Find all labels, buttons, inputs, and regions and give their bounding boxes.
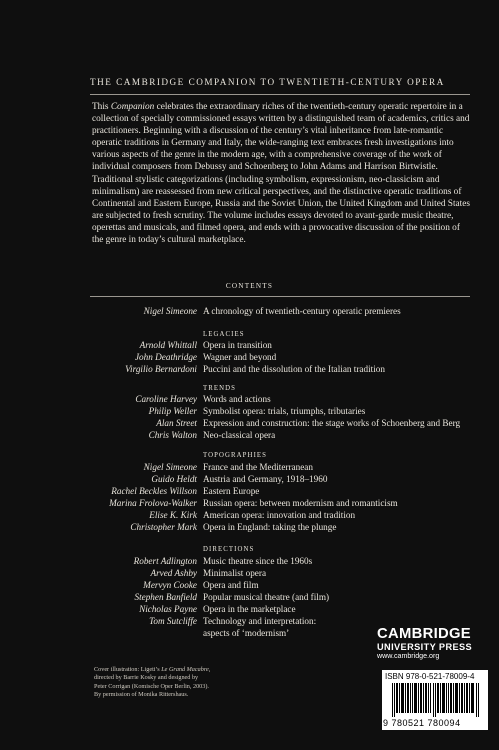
toc-author: Nigel Simeone xyxy=(143,306,197,316)
publisher-sub: UNIVERSITY PRESS xyxy=(377,642,473,652)
publisher-logo xyxy=(377,627,481,661)
toc-row xyxy=(0,306,499,318)
section-heading-directions: DIRECTIONS xyxy=(203,546,255,553)
section-heading-topographies: TOPOGRAPHIES xyxy=(203,452,268,459)
toc-chapter: Puccini and the dissolution of the Italian tradition xyxy=(203,364,385,374)
toc-chapter: American opera: innovation and tradition xyxy=(203,510,356,520)
toc-author: Nicholas Payne xyxy=(139,604,197,614)
toc-author: Rachel Beckles Willson xyxy=(111,486,197,496)
toc-row xyxy=(0,592,499,604)
barcode-icon xyxy=(392,683,480,717)
toc-chapter: Eastern Europe xyxy=(203,486,260,496)
toc-row xyxy=(0,568,499,580)
blurb-paragraph: This Companion celebrates the extraordinary riches of the twentieth-century operatic repertoire in a collection of specially commissioned essays written by a distinguished team of academics, critics and practitioners. Beginning with a discussion of the century’s vital inheritance from late-romantic operatic traditions in Germany and Italy, the wide-ranging text embraces fresh investigations into various aspects of the genre in the modern age, with a comprehensive coverage of the work of individual composers from Debussy and Schoenberg to John Adams and Harrison Birtwistle. Traditional stylistic categorizations (including symbolism, expressionism, neo-classicism and minimalism) are reassessed from new critical perspectives, and the distinctive operatic traditions of Continental and Eastern Europe, Russia and the Soviet Union, the United Kingdom and United States are subjected to fresh scrutiny. The volume includes essays devoted to avant-garde music theatre, operettas and musicals, and filmed opera, and ends with a provocative discussion of the position of the genre in today’s cultural marketplace. xyxy=(92,102,471,246)
publisher-url: www.cambridge.org xyxy=(377,652,440,660)
toc-row xyxy=(0,462,499,474)
toc-chapter: Popular musical theatre (and film) xyxy=(203,592,330,602)
toc-row xyxy=(0,510,499,522)
toc-author: Arnold Whittall xyxy=(139,340,197,350)
toc-row xyxy=(0,556,499,568)
top-rule xyxy=(90,94,470,95)
toc-row xyxy=(0,474,499,486)
toc-author: Philip Weller xyxy=(148,406,197,416)
toc-chapter: Neo-classical opera xyxy=(203,430,276,440)
toc-row xyxy=(0,580,499,592)
toc-author: Guido Heldt xyxy=(151,474,197,484)
toc-author: Chris Walton xyxy=(148,430,197,440)
toc-row xyxy=(0,406,499,418)
toc-row xyxy=(0,498,499,510)
toc-chapter: Opera in England: taking the plunge xyxy=(203,522,337,532)
toc-chapter: Opera and film xyxy=(203,580,259,590)
isbn-barcode xyxy=(382,670,488,730)
toc-author: Christopher Mark xyxy=(130,522,197,532)
toc-chapter: aspects of ‘modernism’ xyxy=(203,628,290,638)
isbn-label: ISBN 978-0-521-78009-4 xyxy=(385,672,475,681)
toc-row xyxy=(0,364,499,376)
toc-author: Caroline Harvey xyxy=(135,394,197,404)
toc-chapter: France and the Mediterranean xyxy=(203,462,313,472)
barcode-digits: 9 780521 780094 xyxy=(383,718,461,728)
toc-chapter: A chronology of twentieth-century operatic premieres xyxy=(203,306,401,316)
toc-author: Robert Adlington xyxy=(133,556,197,566)
toc-author: Stephen Banfield xyxy=(134,592,197,602)
toc-chapter: Russian opera: between modernism and romanticism xyxy=(203,498,398,508)
toc-chapter: Opera in the marketplace xyxy=(203,604,296,614)
toc-chapter: Austria and Germany, 1918–1960 xyxy=(203,474,328,484)
toc-chapter: Opera in transition xyxy=(203,340,272,350)
toc-row xyxy=(0,418,499,430)
toc-chapter: Wagner and beyond xyxy=(203,352,277,362)
toc-author: Nigel Simeone xyxy=(143,462,197,472)
toc-author: Alan Street xyxy=(156,418,197,428)
toc-author: Marina Frolova-Walker xyxy=(109,498,197,508)
toc-row xyxy=(0,604,499,616)
toc-chapter: Symbolist opera: trials, triumphs, tributaries xyxy=(203,406,366,416)
section-heading-trends: TRENDS xyxy=(203,385,237,392)
toc-chapter: Music theatre since the 1960s xyxy=(203,556,313,566)
contents-heading: CONTENTS xyxy=(225,282,274,290)
toc-row xyxy=(0,522,499,534)
toc-chapter: Expression and construction: the stage works of Schoenberg and Berg xyxy=(203,418,461,428)
series-title: THE CAMBRIDGE COMPANION TO TWENTIETH-CENTURY OPERA xyxy=(90,77,445,87)
toc-chapter: Technology and interpretation: xyxy=(203,616,317,626)
cover-credit: Cover illustration: Ligeti’s Le Grand Macabre, directed by Barrie Kosky and designed by Peter Corrigan (Komische Oper Berlin, 2003). By permission of Monika Rittershaus. xyxy=(94,666,211,698)
toc-author: Mervyn Cooke xyxy=(143,580,197,590)
toc-author: John Deathridge xyxy=(134,352,197,362)
contents-rule xyxy=(90,296,470,297)
toc-author: Tom Sutcliffe xyxy=(149,616,197,626)
toc-author: Virgilio Bernardoni xyxy=(125,364,197,374)
toc-row xyxy=(0,340,499,352)
toc-author: Elise K. Kirk xyxy=(149,510,197,520)
toc-row xyxy=(0,352,499,364)
toc-row xyxy=(0,486,499,498)
toc-chapter: Words and actions xyxy=(203,394,271,404)
toc-chapter: Minimalist opera xyxy=(203,568,267,578)
section-heading-legacies: LEGACIES xyxy=(203,331,245,338)
toc-row xyxy=(0,430,499,442)
publisher-name: CAMBRIDGE xyxy=(377,626,471,642)
toc-author: Arved Ashby xyxy=(150,568,197,578)
toc-row xyxy=(0,394,499,406)
